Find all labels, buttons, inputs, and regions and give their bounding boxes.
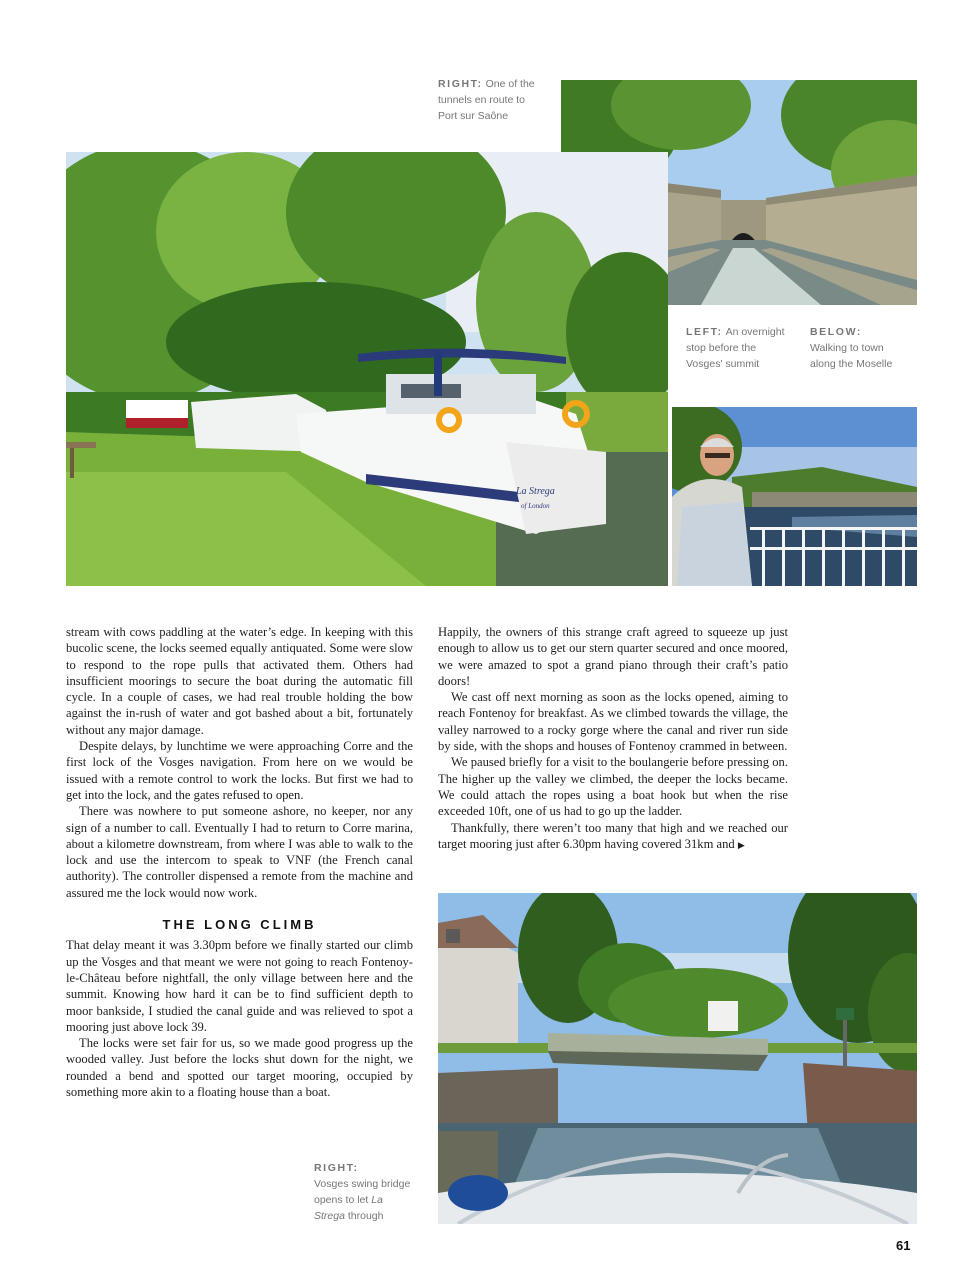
caption-swing-bridge: RIGHT: Vosges swing bridge opens to let La Strega through bbox=[314, 1162, 411, 1222]
paragraph: Happily, the owners of this strange craft agreed to squeeze up just enough to allow us to get our stern quarter secured and once moored, we were amazed to spot a grand piano through their craft’s patio doors! bbox=[438, 625, 788, 688]
article-right-column bbox=[438, 624, 788, 853]
paragraph: Despite delays, by lunchtime we were approaching Corre and the first lock of the Vosges navigation. From here on we would be issued with a remote control to work the locks. But first we had to get into the lock, and the gates refused to open. bbox=[66, 739, 413, 802]
paragraph: stream with cows paddling at the water’s edge. In keeping with this bucolic scene, the locks seemed equally antiquated. Some were slow to respond to the rope pulls that activated them. Others had insufficient moorings to secure the boat during the automatic fill cycle. In a couple of cases, we had real trouble holding the bow against the in-rush of water and got bashed about a bit, fortunately without any major damage. bbox=[66, 625, 413, 737]
paragraph: The locks were set fair for us, so we made good progress up the wooded valley. Just before the locks shut down for the night, we rounded a bend and spotted our target mooring, occupied by something more akin to a floating house than a boat. bbox=[66, 1036, 413, 1100]
caption-overnight: LEFT: An overnight stop before the Vosges' summit bbox=[686, 326, 785, 370]
caption-heading: RIGHT: bbox=[438, 78, 483, 90]
caption-heading: RIGHT: bbox=[314, 1162, 359, 1174]
caption-below: BELOW: Walking to town along the Moselle bbox=[810, 326, 893, 370]
photo-moselle-walk bbox=[672, 407, 917, 586]
page-number: 61 bbox=[896, 1238, 911, 1253]
boat-port-text: of London bbox=[521, 502, 550, 510]
continue-arrow-icon: ▶ bbox=[737, 839, 745, 850]
photo-overnight-mooring bbox=[66, 152, 668, 586]
paragraph: We cast off next morning as soon as the locks opened, aiming to reach Fontenoy for breakfast. As we climbed towards the village, the valley narrowed to a rocky gorge where the canal and river run side by side, with the shops and houses of Fontenoy crammed in between. bbox=[438, 690, 788, 754]
caption-heading: BELOW: bbox=[810, 326, 862, 338]
paragraph: Thankfully, there weren’t too many that high and we reached our target mooring just after 6.30pm having covered 31km and ▶ bbox=[438, 820, 788, 851]
section-heading: THE LONG CLIMB bbox=[162, 917, 317, 933]
boat-name-text: La Strega bbox=[516, 486, 555, 497]
paragraph: We paused briefly for a visit to the boulangerie before pressing on. The higher up the valley we climbed, the deeper the locks became. We could attach the ropes using a boat hook but when the rise exceeded 10ft, one of us had to go up the ladder. bbox=[438, 755, 788, 819]
photo-swing-bridge bbox=[438, 893, 917, 1224]
caption-tunnel: RIGHT: One of the tunnels en route to Port sur Saône bbox=[438, 78, 535, 122]
article-left-column bbox=[66, 624, 413, 1100]
paragraph: There was nowhere to put someone ashore, no keeper, nor any sign of a number to call. Eventually I had to return to Corre marina, about a kilometre downstream, from where I was able to walk to the lock and use the intercom to speak to VNF (the French canal authority). The controller dispensed a remote from the machine and assured me the lock would now work. bbox=[66, 804, 413, 900]
caption-heading: LEFT: bbox=[686, 326, 723, 338]
paragraph: That delay meant it was 3.30pm before we finally started our climb up the Vosges and that meant we were not going to reach Fontenoy-le-Château before nightfall, the only village between here and the summit. Knowing how hard it can be to find sufficient depth to moor bankside, I studied the canal guide and was relieved to spot a mooring just above lock 39. bbox=[66, 938, 413, 1034]
